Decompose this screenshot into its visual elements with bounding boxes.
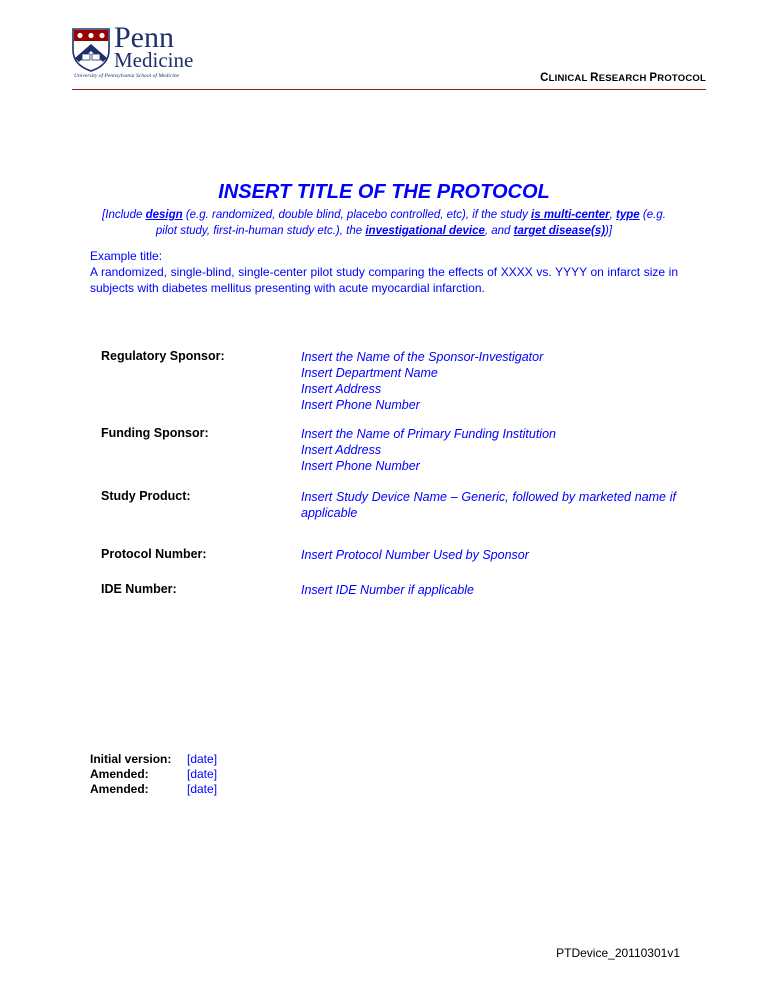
- field-value: Insert the Name of Primary Funding Institution Insert Address Insert Phone Number: [301, 427, 556, 473]
- field-label: IDE Number:: [101, 582, 177, 596]
- keyword-type: type: [616, 209, 640, 221]
- running-head: CLINICAL RESEARCH PROTOCOL: [540, 72, 706, 84]
- example-text: A randomized, single-blind, single-center pilot study comparing the effects of XXXX vs. YYYY on infarct size in subjects with diabetes mellitus presenting with acute myocardial infarction.: [90, 265, 678, 295]
- penn-shield-icon: [72, 28, 110, 72]
- logo-word-penn: Penn: [114, 21, 174, 54]
- version-row: Amended: [date]: [90, 767, 218, 781]
- example-label: Example title:: [90, 249, 163, 263]
- keyword-disease: target disease(s): [513, 225, 606, 237]
- document-id-footer: PTDevice_20110301v1: [556, 946, 680, 960]
- field-value: Insert IDE Number if applicable: [301, 583, 474, 597]
- keyword-design: design: [145, 209, 183, 221]
- protocol-title: INSERT TITLE OF THE PROTOCOL: [218, 181, 550, 203]
- title-instructions: [Include design (e.g. randomized, double blind, placebo controlled, etc), if the study is multi-center, type (e.g. pilot study, first-in-human study etc.), the investigational device, and target disease(s))]: [102, 209, 666, 237]
- version-history: [90, 752, 217, 797]
- penn-medicine-logo: [72, 21, 207, 82]
- logo-word-medicine: Medicine: [114, 48, 194, 72]
- field-label: Regulatory Sponsor:: [101, 349, 225, 363]
- version-row: Amended: [date]: [90, 782, 218, 796]
- field-value: Insert Study Device Name – Generic, followed by marketed name if applicable: [301, 490, 676, 520]
- field-label: Funding Sponsor:: [101, 426, 209, 440]
- keyword-device: investigational device: [365, 225, 485, 237]
- field-value: Insert the Name of the Sponsor-Investigator Insert Department Name Insert Address Insert Phone Number: [301, 350, 544, 412]
- keyword-multicenter: is multi-center: [531, 209, 610, 221]
- version-row: Initial version: [date]: [90, 752, 218, 766]
- example-title-block: [90, 248, 678, 296]
- field-value: Insert Protocol Number Used by Sponsor: [301, 548, 529, 562]
- header-rule: [72, 89, 706, 90]
- field-label: Protocol Number:: [101, 547, 207, 561]
- logo-tagline: University of Pennsylvania School of Medicine: [74, 73, 180, 79]
- field-label: Study Product:: [101, 489, 191, 503]
